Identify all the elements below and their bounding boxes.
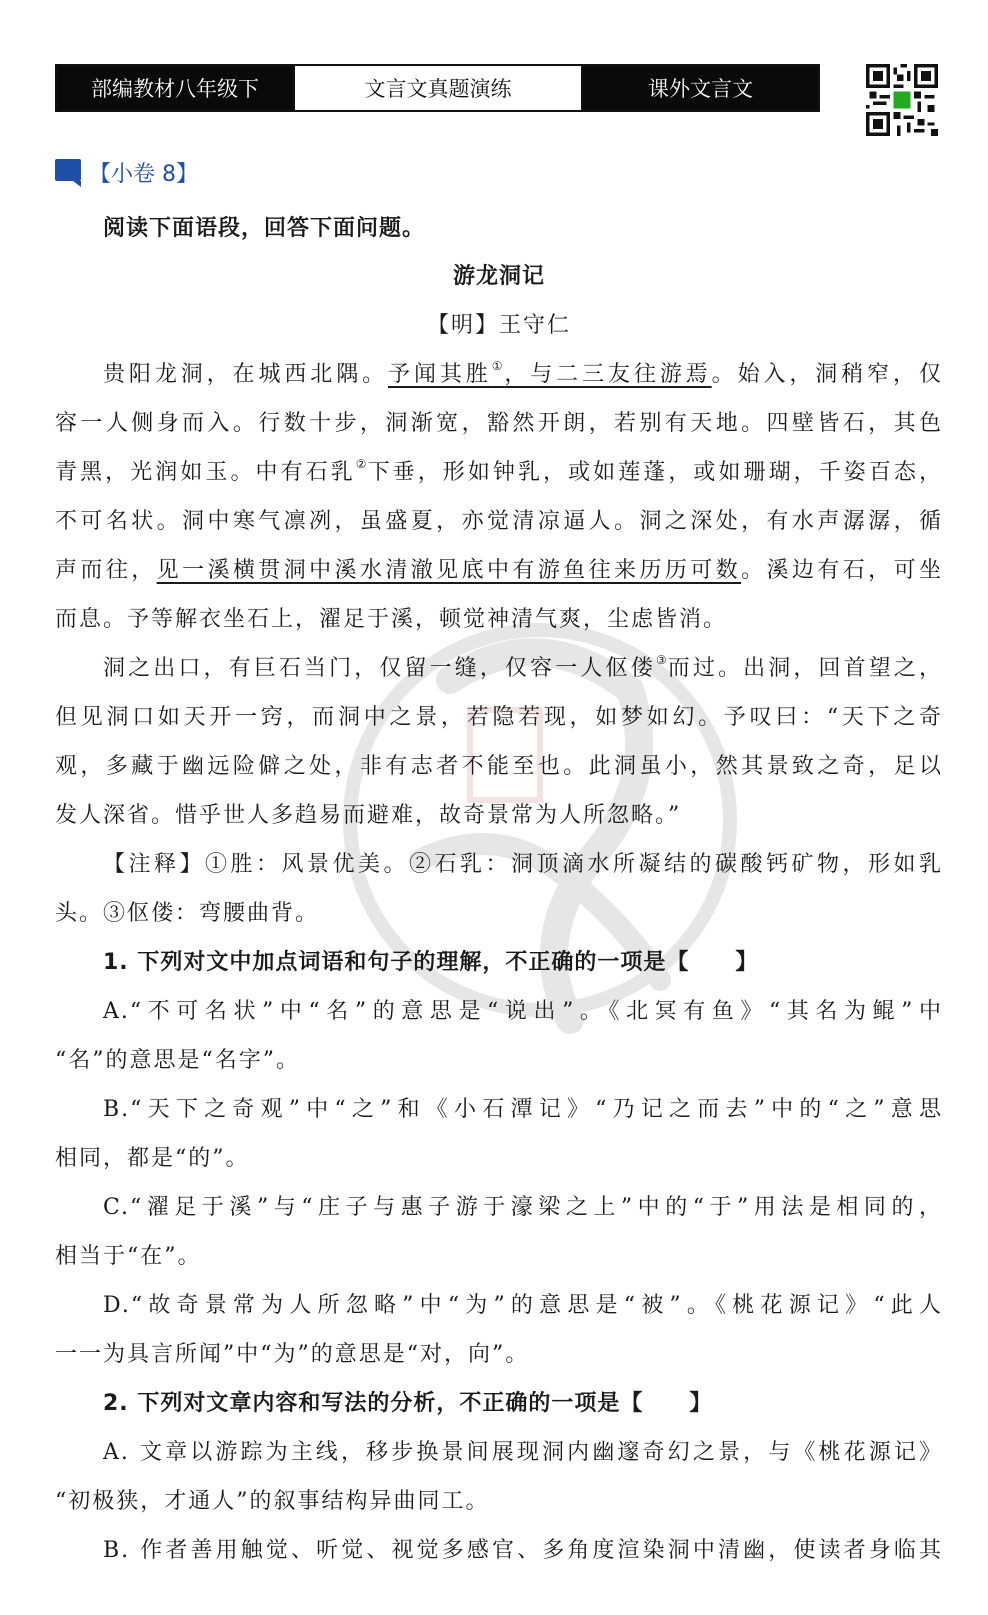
q1-stem: 1. 下列对文中加点词语和句子的理解，不正确的一项是【 】	[103, 950, 759, 975]
q1-option-d: D.“故奇景常为人所忽略”中“为”的意思是“被”。《桃花源记》“此人	[103, 1293, 943, 1318]
q1-option-c: C.“濯足于溪”与“庄子与惠子游于濠梁之上”中的“于”用法是相同的，	[103, 1195, 943, 1220]
q1-option-b-cont: 相同，都是“的”。	[55, 1146, 250, 1171]
p1-line-3: 青黑，光润如玉。中有石乳②下垂，形如钟乳，或如莲蓬，或如珊瑚，千姿百态，	[55, 457, 943, 485]
p1-line-5: 声而往，见一溪横贯洞中溪水清澈见底中有游鱼往来历历可数。溪边有石，可坐	[55, 558, 943, 583]
header-grade-label: 部编教材八年级下	[57, 66, 293, 110]
p1-line-4: 不可名状。洞中寒气凛冽，虽盛夏，亦觉清凉逼人。洞之深处，有水声潺潺，循	[55, 509, 943, 534]
p2-line-1: 洞之出口，有巨石当门，仅留一缝，仅容一人伛偻③而过。出洞，回首望之，	[103, 653, 943, 681]
p2-line-4: 发人深省。惜乎世人多趋易而避难，故奇景常为人所忽略。”	[55, 803, 682, 828]
notes-line-1: 【注释】①胜：风景优美。②石乳：洞顶滴水所凝结的碳酸钙矿物，形如乳	[103, 852, 943, 877]
header-topic-label: 文言文真题演练	[293, 66, 583, 110]
p2-line-2: 但见洞口如天开一窍，而洞中之景，若隐若现，如梦如幻。予叹曰：“天下之奇	[55, 705, 943, 730]
p1-line-6: 而息。予等解衣坐石上，濯足于溪，顿觉神清气爽，尘虑皆消。	[55, 607, 728, 632]
header-bar	[55, 64, 820, 112]
q2-option-a-cont: “初极狭，才通人”的叙事结构异曲同工。	[55, 1489, 490, 1514]
underlined-sentence-2: 见一溪横贯洞中溪水清澈见底中有游鱼往来历历可数	[156, 558, 742, 583]
q1-option-c-cont: 相当于“在”。	[55, 1244, 202, 1269]
instruction: 阅读下面语段，回答下面问题。	[103, 216, 426, 241]
q1-option-a: A.“不可名状”中“名”的意思是“说出”。《北冥有鱼》“其名为鲲”中	[103, 999, 943, 1024]
qr-code-icon[interactable]	[866, 64, 938, 136]
q1-option-d-cont: 一一为具言所闻”中“为”的意思是“对，向”。	[55, 1342, 530, 1367]
bookmark-icon	[55, 159, 85, 187]
p1-line-1: 贵阳龙洞，在城西北隅。予闻其胜①，与二三友往游焉。始入，洞稍窄，仅	[103, 359, 943, 387]
q1-option-b: B.“天下之奇观”中“之”和《小石潭记》“乃记之而去”中的“之”意思	[103, 1097, 943, 1122]
underlined-sentence-1: 予闻其胜①，与二三友往游焉	[388, 359, 712, 387]
article-author: 【明】王守仁	[426, 313, 571, 338]
header-category-label: 课外文言文	[583, 66, 818, 110]
q2-option-b: B. 作者善用触觉、听觉、视觉多感官、多角度渲染洞中清幽，使读者身临其	[103, 1538, 943, 1563]
section-title	[55, 157, 198, 188]
p1-line-2: 容一人侧身而入。行数十步，洞渐宽，豁然开朗，若别有天地。四壁皆石，其色	[55, 411, 943, 436]
article-title: 游龙洞记	[452, 264, 545, 289]
q2-option-a: A. 文章以游踪为主线，移步换景间展现洞内幽邃奇幻之景，与《桃花源记》	[103, 1440, 943, 1465]
p2-line-3: 观，多藏于幽远险僻之处，非有志者不能至也。此洞虽小，然其景致之奇，足以	[55, 754, 943, 779]
notes-line-2: 头。③伛偻：弯腰曲背。	[55, 901, 320, 926]
q1-option-a-cont: “名”的意思是“名字”。	[55, 1048, 300, 1073]
section-label: 【小卷 8】	[89, 162, 198, 187]
q2-stem: 2. 下列对文章内容和写法的分析，不正确的一项是【 】	[103, 1391, 713, 1416]
